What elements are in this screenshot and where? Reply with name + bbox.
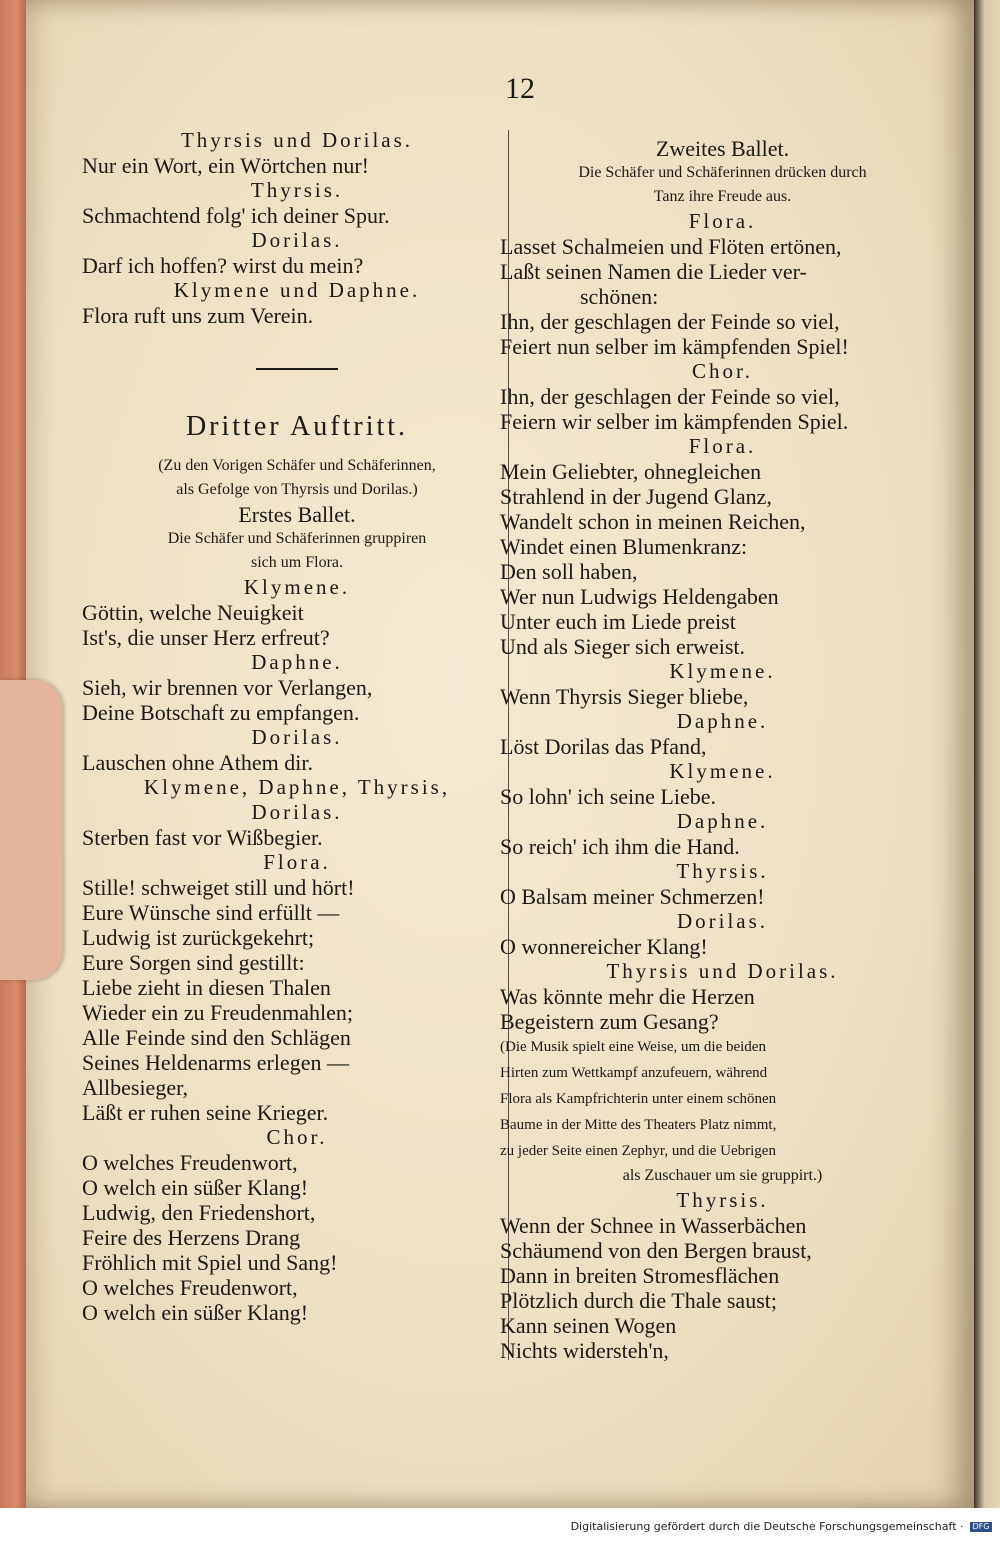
speaker-name: Thyrsis. <box>250 178 344 202</box>
verse-line: Ist's, die unser Herz erfreut? <box>82 625 330 650</box>
speaker-name: Daphne. <box>676 809 769 833</box>
stage-direction: sich um Flora. <box>251 554 343 571</box>
verse-line: Allbesieger, <box>82 1075 189 1100</box>
speaker-name: Flora. <box>263 850 331 874</box>
verse-line: Liebe zieht in diesen Thalen <box>82 975 331 1000</box>
verse-line: Flora ruft uns zum Verein. <box>82 303 314 328</box>
right-column <box>500 136 945 1363</box>
verse-line: Lasset Schalmeien und Flöten ertönen, <box>500 234 842 259</box>
verse-line: Deine Botschaft zu empfangen. <box>82 700 360 725</box>
verse-line: Schäumend von den Bergen braust, <box>500 1238 812 1263</box>
verse-line: Kann seinen Wogen <box>500 1313 677 1338</box>
verse-line: Läßt er ruhen seine Krieger. <box>82 1100 329 1125</box>
verse-line: O welch ein süßer Klang! <box>82 1175 309 1200</box>
ballet-heading: Zweites Ballet. <box>655 136 790 161</box>
verse-line: So lohn' ich seine Liebe. <box>500 784 716 809</box>
dfg-logo: DFG <box>970 1522 992 1532</box>
page-number: 12 <box>505 72 535 105</box>
verse-line: Wenn der Schnee in Wasserbächen <box>500 1213 807 1238</box>
speaker-name: Daphne. <box>676 709 769 733</box>
facing-page-edge <box>974 0 1000 1508</box>
verse-line: So reich' ich ihm die Hand. <box>500 834 740 859</box>
verse-line: Stille! schweiget still und hört! <box>82 875 355 900</box>
verse-line: Eure Sorgen sind gestillt: <box>82 950 305 975</box>
stage-direction: Baume in der Mitte des Theaters Platz nimmt, <box>500 1117 777 1133</box>
verse-line: Nur ein Wort, ein Wörtchen nur! <box>82 153 369 178</box>
verse-line: Schmachtend folg' ich deiner Spur. <box>82 203 390 228</box>
verse-line: schönen: <box>580 284 659 309</box>
verse-line: Feiern wir selber im kämpfenden Spiel. <box>500 409 849 434</box>
verse-line: Feiert nun selber im kämpfenden Spiel! <box>500 334 849 359</box>
speaker-name: Thyrsis und Dorilas. <box>180 128 414 152</box>
verse-line: Dann in breiten Stromesflächen <box>500 1263 780 1288</box>
speaker-name: Chor. <box>691 359 754 383</box>
verse-line: Darf ich hoffen? wirst du mein? <box>82 253 364 278</box>
speaker-name: Klymene. <box>669 659 776 683</box>
verse-line: Strahlend in der Jugend Glanz, <box>500 484 772 509</box>
speaker-name: Thyrsis. <box>676 859 769 883</box>
scene-heading: Dritter Auftritt. <box>185 411 409 442</box>
stage-direction: Flora als Kampfrichterin unter einem schönen <box>500 1091 777 1107</box>
speaker-name: Klymene, Daphne, Thyrsis, <box>143 775 451 799</box>
section-rule <box>256 368 338 370</box>
verse-line: Wer nun Ludwigs Heldengaben <box>500 584 779 609</box>
verse-line: Feire des Herzens Drang <box>82 1225 301 1250</box>
verse-line: Alle Feinde sind den Schlägen <box>82 1025 351 1050</box>
speaker-name: Dorilas. <box>251 725 343 749</box>
stage-direction: Hirten zum Wettkampf anzufeuern, während <box>500 1065 768 1081</box>
digitization-credit <box>571 1520 992 1533</box>
speaker-name: Flora. <box>688 209 757 233</box>
verse-line: Sterben fast vor Wißbegier. <box>82 825 323 850</box>
verse-line: Göttin, welche Neuigkeit <box>82 600 304 625</box>
verse-line: Plötzlich durch die Thale saust; <box>500 1288 777 1313</box>
verse-line: Wenn Thyrsis Sieger bliebe, <box>500 684 749 709</box>
verse-line: Ihn, der geschlagen der Feinde so viel, <box>500 384 840 409</box>
speaker-name: Chor. <box>266 1125 328 1149</box>
stage-direction: als Zuschauer um sie gruppirt.) <box>622 1167 823 1184</box>
verse-line: Unter euch im Liede preist <box>500 609 736 634</box>
speaker-name: Klymene. <box>243 575 351 599</box>
verse-line: Wandelt schon in meinen Reichen, <box>500 509 806 534</box>
verse-line: Ihn, der geschlagen der Feinde so viel, <box>500 309 840 334</box>
speaker-name: Thyrsis. <box>676 1188 769 1212</box>
verse-line: Sieh, wir brennen vor Verlangen, <box>82 675 373 700</box>
stage-direction: zu jeder Seite einen Zephyr, und die Uebrigen <box>500 1143 776 1159</box>
verse-line: Und als Sieger sich erweist. <box>500 634 745 659</box>
speaker-name: Dorilas. <box>676 909 769 933</box>
stage-direction: Die Schäfer und Schäferinnen gruppiren <box>167 530 427 547</box>
verse-line: Seines Heldenarms erlegen — <box>82 1050 349 1075</box>
speaker-name: Daphne. <box>251 650 343 674</box>
verse-line: Löst Dorilas das Pfand, <box>500 734 707 759</box>
credit-text: Digitalisierung gefördert durch die Deutsche Forschungsgemeinschaft · <box>570 1520 964 1533</box>
verse-line: Laßt seinen Namen die Lieder ver- <box>500 259 807 284</box>
verse-line: Lauschen ohne Athem dir. <box>82 750 313 775</box>
verse-line: Mein Geliebter, ohnegleichen <box>500 459 762 484</box>
verse-line: Fröhlich mit Spiel und Sang! <box>82 1250 338 1275</box>
stage-direction: (Zu den Vorigen Schäfer und Schäferinnen, <box>158 457 436 474</box>
verse-line: Begeistern zum Gesang? <box>500 1009 719 1034</box>
ballet-heading: Erstes Ballet. <box>238 502 356 527</box>
stage-direction: Tanz ihre Freude aus. <box>653 188 792 205</box>
verse-line: Ludwig, den Friedenshort, <box>82 1200 316 1225</box>
verse-line: Wieder ein zu Freudenmahlen; <box>82 1000 353 1025</box>
speaker-name: Klymene. <box>669 759 776 783</box>
verse-line: Was könnte mehr die Herzen <box>500 984 755 1009</box>
verse-line: O welches Freudenwort, <box>82 1150 298 1175</box>
stage-direction: als Gefolge von Thyrsis und Dorilas.) <box>176 481 418 498</box>
verse-line: Ludwig ist zurückgekehrt; <box>82 925 315 950</box>
speaker-name: Flora. <box>688 434 757 458</box>
speaker-name: Thyrsis und Dorilas. <box>606 959 839 983</box>
verse-line: O wonnereicher Klang! <box>500 934 708 959</box>
page-tab <box>0 680 62 980</box>
speaker-name: Dorilas. <box>251 800 343 824</box>
verse-line: O welches Freudenwort, <box>82 1275 298 1300</box>
left-column <box>82 128 512 1325</box>
verse-line: O welch ein süßer Klang! <box>82 1300 309 1325</box>
speaker-name: Dorilas. <box>251 228 343 252</box>
verse-line: O Balsam meiner Schmerzen! <box>500 884 765 909</box>
stage-direction: (Die Musik spielt eine Weise, um die beiden <box>500 1039 766 1055</box>
verse-line: Nichts widersteh'n, <box>500 1338 669 1363</box>
verse-line: Windet einen Blumenkranz: <box>500 534 748 559</box>
speaker-name: Klymene und Daphne. <box>173 278 421 302</box>
verse-line: Den soll haben, <box>500 559 638 584</box>
stage-direction: Die Schäfer und Schäferinnen drücken durch <box>578 164 867 181</box>
verse-line: Eure Wünsche sind erfüllt — <box>82 900 340 925</box>
